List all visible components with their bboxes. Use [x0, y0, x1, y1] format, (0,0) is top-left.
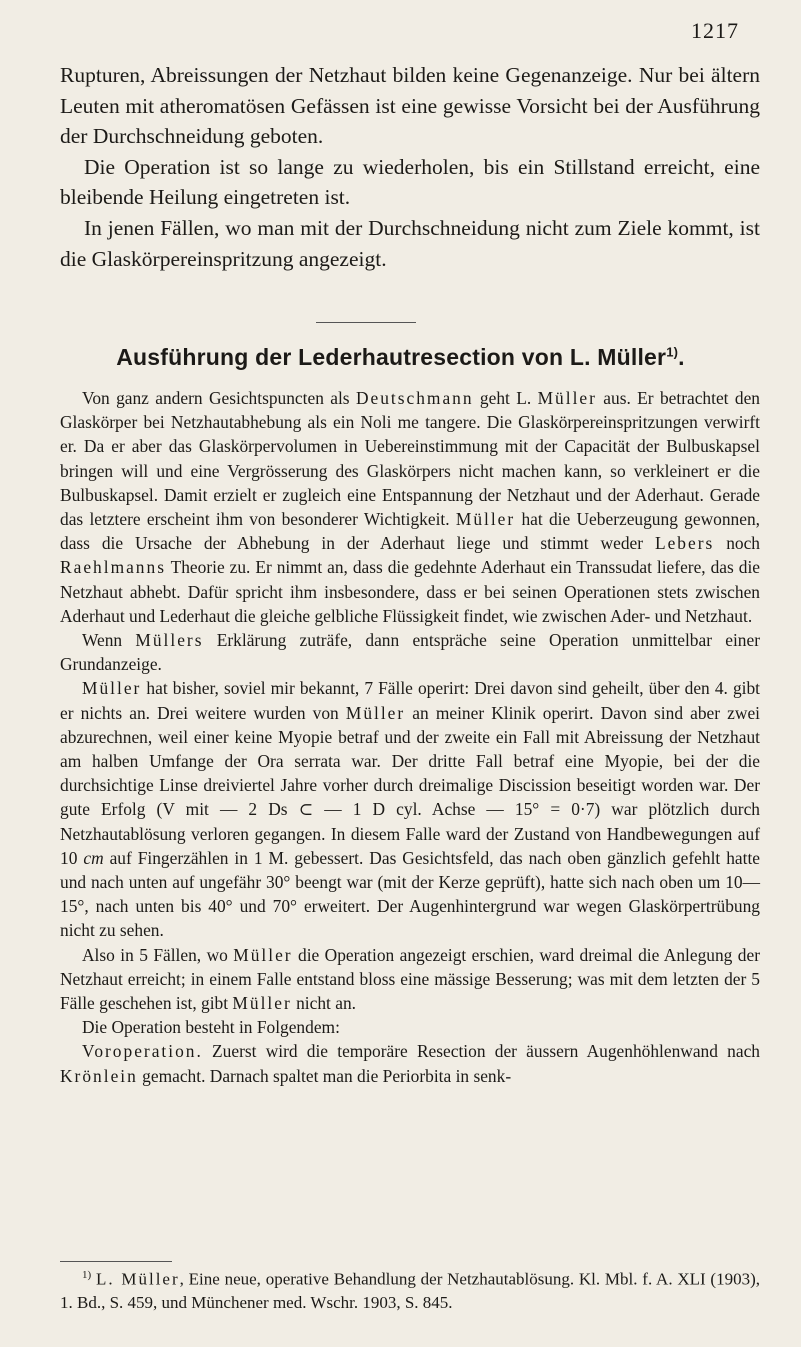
author-name: Müller — [455, 509, 516, 530]
footnote — [60, 1264, 760, 1315]
author-name: Müller — [537, 388, 597, 408]
paragraph: Von ganz andern Gesichtspuncten als Deutschmann geht L. Müller aus. Er betrachtet den Glaskörper bei Netzhautabhebung als ein Noli me tangere. Die Glaskörpereinspritzungen verwirft er. Da er aber das Glaskörpervolumen in Uebereinstimmung mit der Capacität der Bulbuskapsel bringen will und eine Vergrösserung des Glaskörpers nicht machen kann, so verkleinert er die Bulbuskapsel. Damit erzielt er zugleich eine Entspannung der Netzhaut und der Aderhaut. Gerade das letztere erscheint ihm von besonderer Wichtigkeit. Müller hat die Ueberzeugung gewonnen, dass die Ursache der Abhebung in der Aderhaut liege und stimmt weder Lebers noch Raehlmanns Theorie zu. Er nimmt an, dass die gedehnte Aderhaut ein Transsudat liefere, das die Netzhaut abhebt. Dafür spricht ihm insbesondere, dass er bei seinen Operationen stets zwischen Aderhaut und Lederhaut die gleiche gelbliche Flüssigkeit findet, wie zwischen Ader- und Netzhaut. — [60, 388, 760, 626]
subsection-lead: Voroperation. — [82, 1041, 203, 1062]
author-name: Müller — [82, 678, 142, 699]
paragraph: Die Operation ist so lange zu wiederholen, bis ein Stillstand erreicht, eine bleibende Heilung eingetreten ist. — [60, 154, 760, 210]
footnote-divider — [60, 1261, 172, 1262]
author-name: Müllers — [135, 630, 204, 651]
paragraph: In jenen Fällen, wo man mit der Durchschneidung nicht zum Ziele kommt, ist die Glaskörpereinspritzung angezeigt. — [60, 215, 760, 271]
body-text-block — [60, 386, 760, 1088]
footnote-text: , Eine neue, operative Behandlung der Netzhautablösung. Kl. Mbl. f. A. XLI (1903), 1. Bd., S. 459, und Münchener med. Wschr. 1903, S. 845. — [60, 1269, 761, 1313]
paragraph: Die Operation besteht in Folgendem: — [82, 1017, 340, 1038]
paragraph: Müller hat bisher, soviel mir bekannt, 7 Fälle operirt: Drei davon sind geheilt, über den 4. gibt er nichts an. Drei weitere wurden von Müller an meiner Klinik operirt. Davon sind aber zwei abzurechnen, weil einer keine Myopie betraf und der zweite ein Fall mit Abreissung der Netzhaut am halben Umfange der Ora serrata war. Der dritte Fall betraf eine Myopie, bei der die durchsichtige Linse dreiviertel Jahre vorher durch dreimalige Discission beseitigt worden war. Der gute Erfolg (V mit — 2 Ds ⊂ — 1 D cyl. Achse — 15° = 0·7) war plötzlich durch Netzhautablösung verloren gegangen. In diesem Falle ward der Zustand von Handbewegungen auf 10 cm auf Fingerzählen in 1 M. gebessert. Das Gesichtsfeld, das nach oben gänzlich gefehlt hatte und nach unten auf ungefähr 30° beengt war (mit der Kerze geprüft), hatte sich nach oben um 10—15°, nach unten bis 40° und 70° erweitert. Der Augenhintergrund war wegen Glaskörpertrübung nicht zu sehen. — [60, 678, 760, 941]
unit: cm — [83, 847, 104, 868]
author-name: Raehlmanns — [60, 557, 166, 578]
paragraph: Rupturen, Abreissungen der Netzhaut bilden keine Gegenanzeige. Nur bei ältern Leuten mit atheromatösen Gefässen ist eine gewisse Vorsicht bei der Ausführung der Durchschneidung geboten. — [60, 63, 760, 149]
paragraph: Wenn Müllers Erklärung zuträfe, dann entspräche seine Operation unmittelbar einer Grundanzeige. — [60, 630, 760, 675]
author-name: Krönlein — [60, 1065, 138, 1086]
footnote-author: L. Müller — [95, 1269, 180, 1289]
author-name: Lebers — [654, 533, 715, 554]
heading-text: Ausführung der Lederhautresection von L. Müller — [116, 344, 667, 370]
author-name: Müller — [233, 944, 293, 965]
author-name: Deutschmann — [355, 388, 474, 408]
footnote-reference: 1) — [666, 344, 679, 360]
paragraph: Also in 5 Fällen, wo Müller die Operation angezeigt erschien, ward dreimal die Anlegung der Netzhaut erreicht; in einem Falle entstand bloss eine mässige Besserung; was mit dem letzten der 5 Fälle geschehen ist, gibt Müller nicht an. — [60, 944, 761, 1014]
section-divider — [316, 322, 416, 323]
author-name: Müller — [232, 993, 292, 1014]
upper-text-block — [60, 60, 760, 274]
section-heading: Ausführung der Lederhautresection von L. Müller$^{1)}$. — [116, 344, 685, 370]
page-number: 1217 — [691, 18, 739, 43]
paragraph: Voroperation. Zuerst wird die temporäre Resection der äussern Augenhöhlenwand nach Krönlein gemacht. Darnach spaltet man die Periorbita in senk- — [60, 1041, 760, 1086]
author-name: Müller — [345, 702, 406, 723]
footnote-mark: 1) — [82, 1269, 92, 1281]
